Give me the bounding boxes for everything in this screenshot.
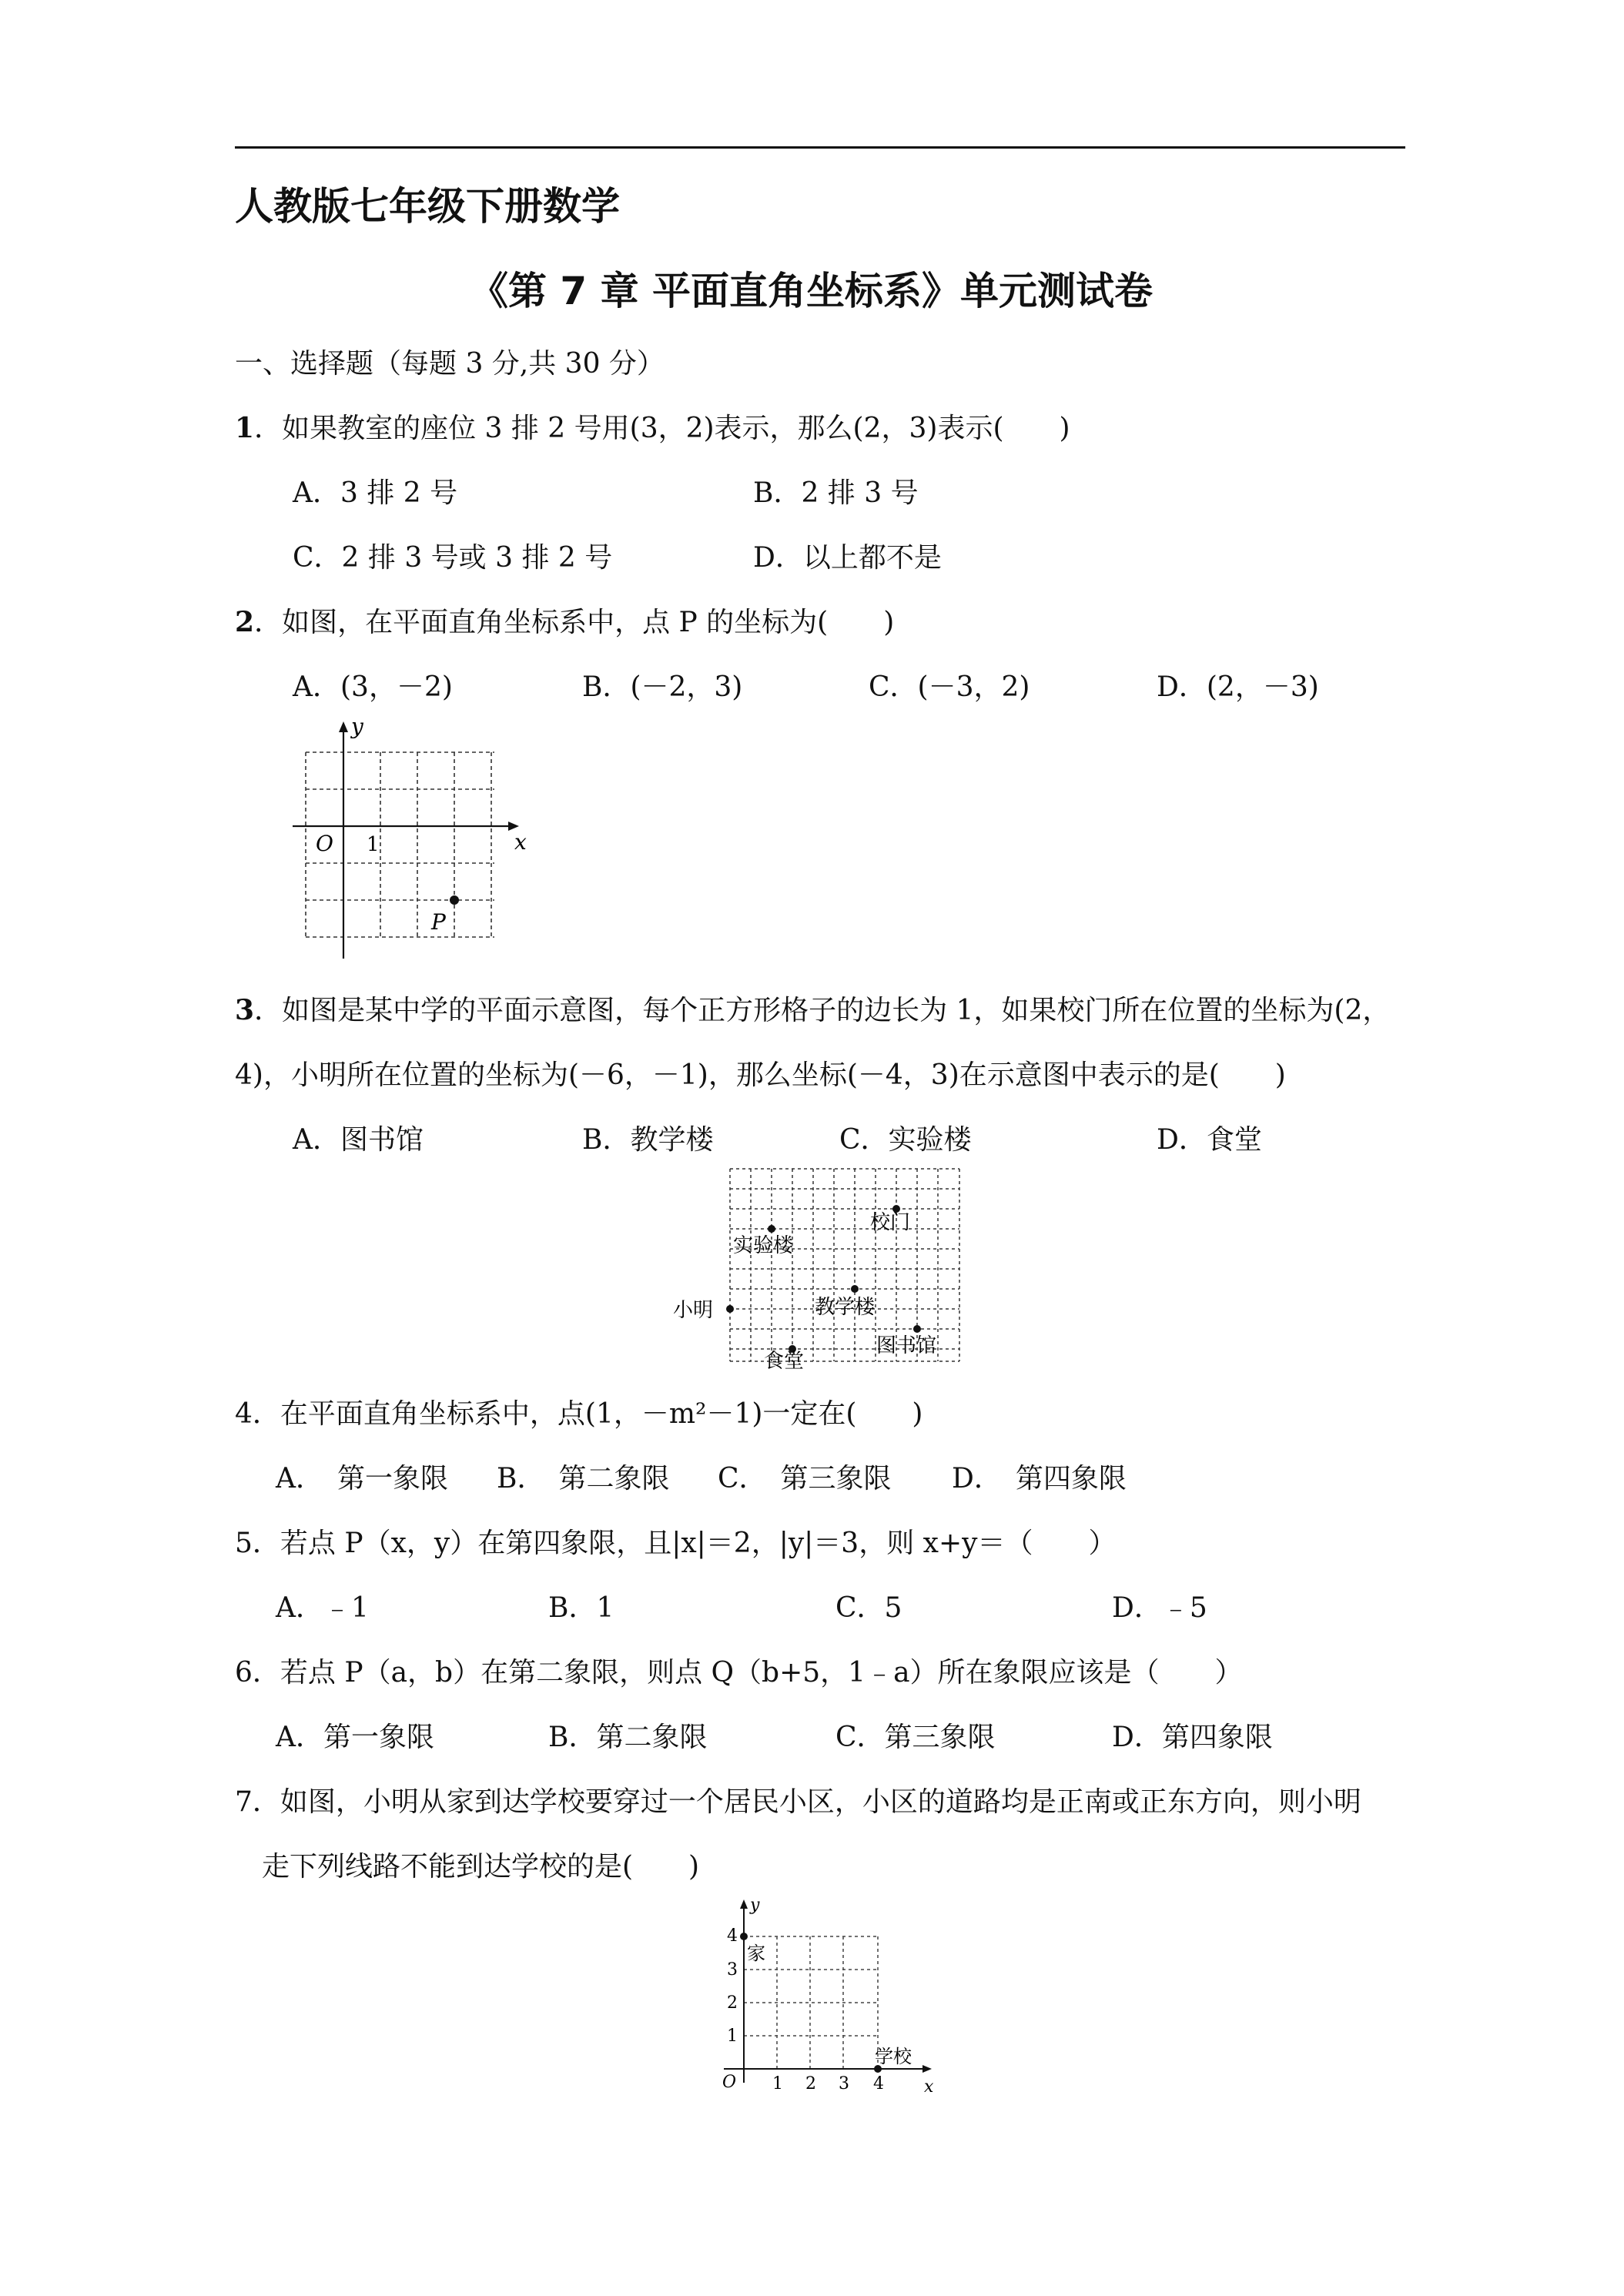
x-tick-3: 3 [839,2074,849,2094]
y-tick-1: 1 [727,2027,738,2046]
y-tick-2: 2 [727,1993,738,2013]
x-tick-1: 1 [772,2074,783,2094]
option-1d: D．以上都不是 [753,542,942,574]
option-2a: A．(3，－2) [293,671,453,703]
teaching-building-point [851,1285,859,1293]
xiaoming-label: 小明 [673,1299,714,1322]
question-1 [235,407,1070,446]
lab-building-label: 实验楼 [733,1234,794,1257]
school-label: 学校 [875,2046,912,2067]
y-axis-label: y [351,714,363,739]
point-p [450,895,459,905]
option-3c: C．实验楼 [839,1124,972,1156]
question-6: 6．若点 P（a，b）在第二象限，则点 Q（b+5，1﹣a）所在象限应该是（ ） [235,1657,1243,1689]
library-point [913,1325,921,1333]
option-4b: B． 第二象限 [497,1463,670,1494]
home-point [740,1933,748,1940]
option-3d: D．食堂 [1157,1124,1262,1156]
option-6d: D．第四象限 [1112,1722,1273,1753]
document-title: 《第 7 章 平面直角坐标系》单元测试卷 [470,269,1154,313]
option-1a: A．3 排 2 号 [293,477,458,509]
question-number: 2 [235,606,255,638]
section-heading: 一、选择题（每题 3 分,共 30 分） [235,348,665,380]
question-3-continued: 4)，小明所在位置的坐标为(－6，－1)，那么坐标(－4，3)在示意图中表示的是( ) [235,1059,1286,1091]
header-rule [235,146,1405,149]
question-text: ．如图，在平面直角坐标系中，点 P 的坐标为( ) [254,607,895,638]
question-text: ．如图，小明从家到达学校要穿过一个居民小区，小区的道路均是正南或正东方向，则小明 [252,1786,1361,1818]
question-5: 5．若点 P（x，y）在第四象限，且|x|＝2，|y|＝3，则 x+y＝（ ） [235,1528,1117,1559]
library-label: 图书馆 [876,1334,937,1357]
figure-q3-school-map [670,1161,970,1369]
question-text: 在平面直角坐标系中，点(1，－m²－1)一定在( ) [280,1398,923,1430]
option-1c: C．2 排 3 号或 3 排 2 号 [293,542,613,574]
option-2d: D．(2，－3) [1157,671,1319,703]
option-5d: D．﹣5 [1112,1592,1207,1624]
option-2b: B．(－2，3) [582,671,743,703]
option-5a: A．﹣1 [276,1592,369,1624]
x-tick-2: 2 [805,2074,816,2094]
figure-q2-coordinate-grid [285,712,531,966]
question-7-continued: 走下列线路不能到达学校的是( ) [262,1851,700,1883]
option-1b: B．2 排 3 号 [753,477,919,509]
question-number: 4 [235,1398,253,1430]
x-tick-4: 4 [873,2074,884,2094]
option-6c: C．第三象限 [835,1722,996,1753]
canteen-label: 食堂 [764,1350,805,1369]
lab-building-point [768,1225,775,1233]
gate-label: 校门 [870,1211,911,1234]
option-5c: C．5 [835,1592,902,1624]
option-6b: B．第二象限 [548,1722,708,1753]
xiaoming-point [726,1305,734,1313]
question-4: 4．在平面直角坐标系中，点(1，－m²－1)一定在( ) [235,1398,923,1430]
question-text: ．如果教室的座位 3 排 2 号用(3，2)表示，那么(2，3)表示( ) [254,413,1070,444]
origin-label: O [722,2073,737,2092]
option-4a: A． 第一象限 [276,1463,448,1494]
option-4d: D． 第四象限 [952,1463,1127,1494]
question-text: ．如图是某中学的平面示意图，每个正方形格子的边长为 1，如果校门所在位置的坐标为(2， [254,995,1391,1026]
option-2c: C．(－3，2) [869,671,1030,703]
question-3 [235,989,1390,1028]
x-axis-label: x [514,829,527,855]
question-number: 5 [235,1528,253,1559]
question-7 [235,1780,1361,1819]
origin-label: O [316,831,333,856]
option-3a: A．图书馆 [293,1124,424,1156]
teaching-building-label: 教学楼 [815,1296,876,1319]
question-text: 若点 P（a，b）在第二象限，则点 Q（b+5，1﹣a）所在象限应该是（ ） [280,1657,1243,1689]
question-number: 7 [235,1786,253,1818]
y-axis-label: y [750,1896,760,1915]
option-3b: B．教学楼 [582,1124,714,1156]
option-6a: A．第一象限 [276,1722,434,1753]
figure-q7-route-grid [693,1890,947,2098]
x-axis-label: x [924,2077,934,2097]
option-5b: B．1 [548,1592,614,1624]
question-number: 1 [235,412,255,444]
document-subtitle: 人教版七年级下册数学 [235,184,620,229]
home-label: 家 [747,1943,765,1964]
option-4c: C． 第三象限 [718,1463,892,1494]
question-number: 3 [235,994,255,1026]
y-tick-3: 3 [727,1960,738,1980]
y-tick-4: 4 [727,1926,738,1946]
question-2 [235,601,894,640]
point-p-label: P [431,909,446,935]
question-text: 若点 P（x，y）在第四象限，且|x|＝2，|y|＝3，则 x+y＝（ ） [280,1528,1117,1559]
question-number: 6 [235,1657,253,1689]
tick-label: 1 [367,833,380,856]
